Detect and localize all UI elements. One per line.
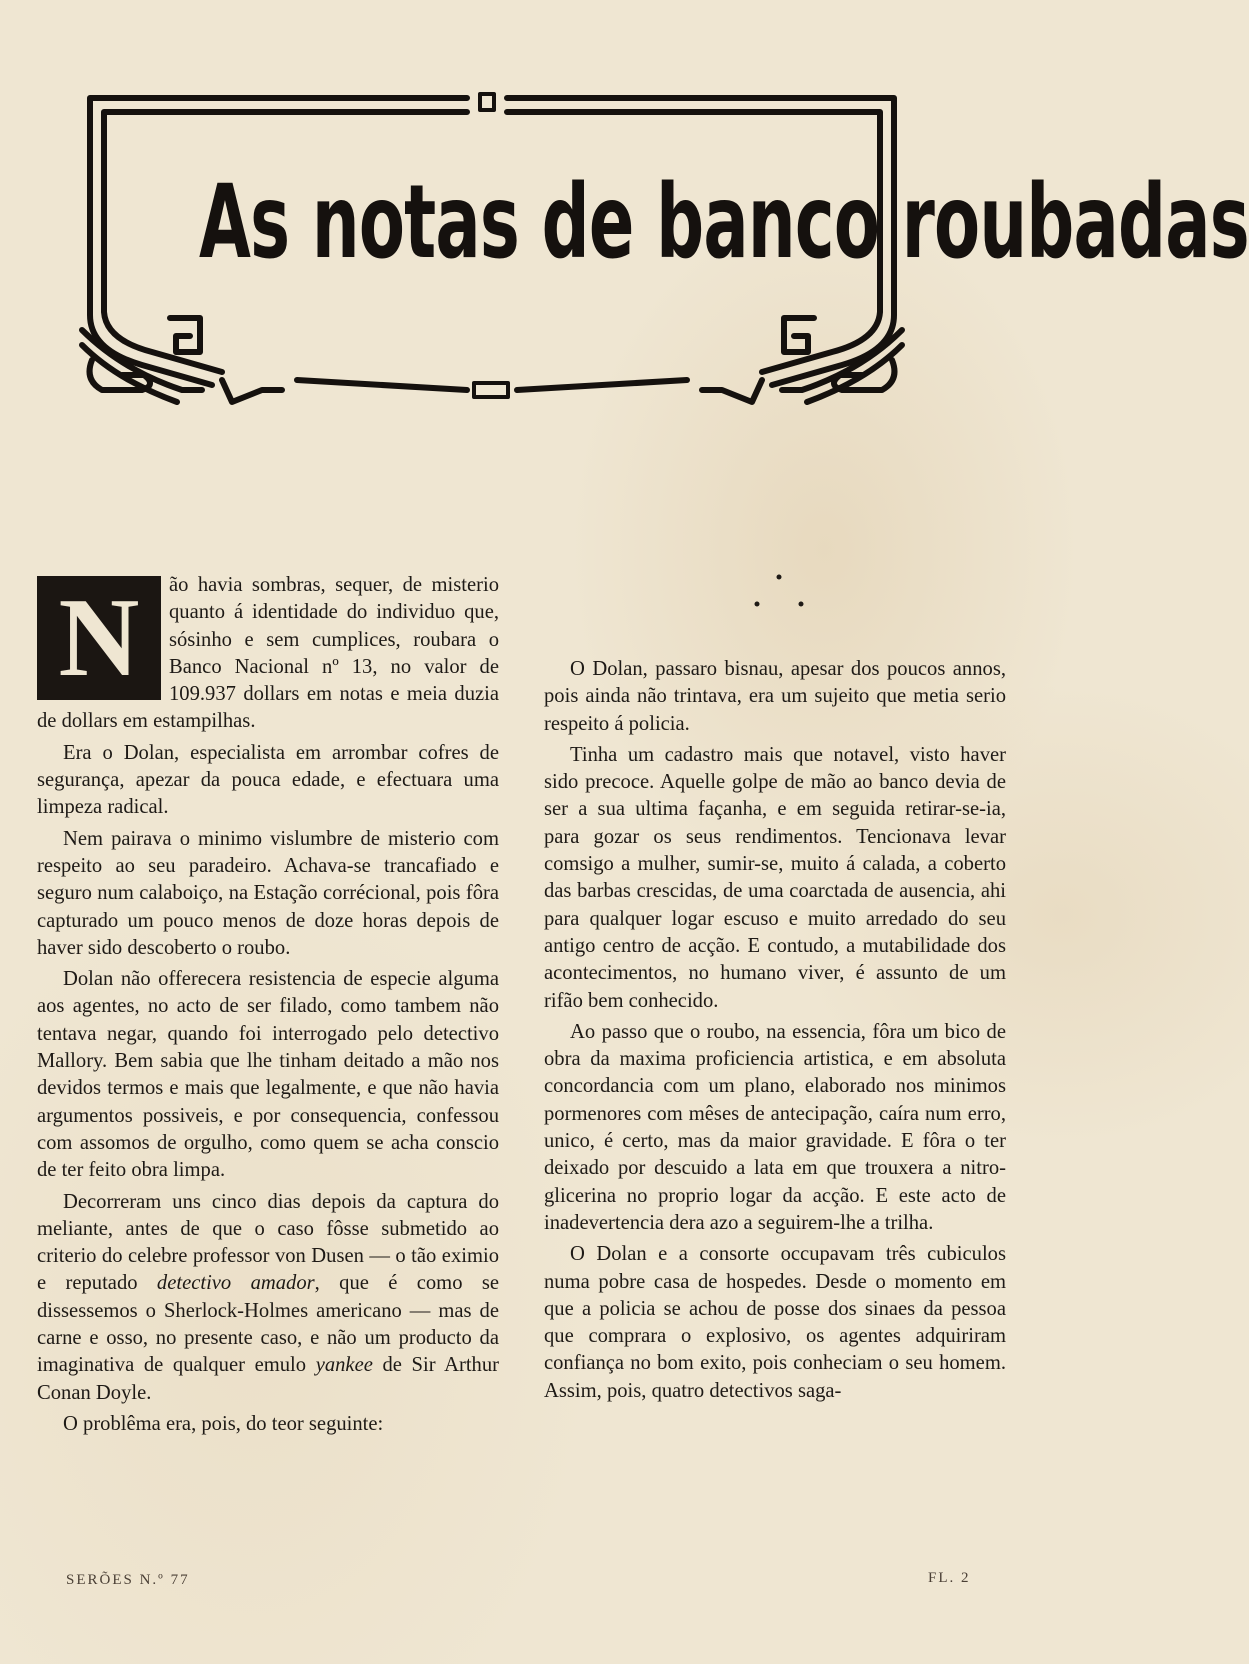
dropcap-letter: N (58, 576, 140, 700)
left-column (37, 572, 499, 1442)
paragraph: O problêma era, pois, do teor seguinte: (63, 1412, 384, 1435)
right-column (544, 656, 1006, 1409)
ornamental-dropcap (37, 576, 161, 700)
text-span: Decorreram uns cinco dias depois da captura do meliante, antes de que o caso fôsse submetido ao criterio do celebre professor von Dusen — o tão eximio e reputado (37, 1190, 499, 1295)
footer-issue: SERÕES N.º 77 (66, 1572, 190, 1588)
italic-text: yankee (315, 1354, 373, 1377)
paragraph: Tinha um cadastro mais que notavel, visto haver sido precoce. Aquelle golpe de mão ao banco devia de ser a sua ultima façanha, e em seguida retirar-se-ia, para gozar os seus rendimentos. Tencionava levar comsigo a mulher, sumir-se, muito á calada, a coberto das barbas crescidas, de uma coarctada de ausencia, ahi para qualquer logar escuso e muito arredado do seu antigo centro de acção. E contudo, a mutabilidade dos acontecimentos, no humano viver, é assunto de um rifão bem conhecido. (544, 743, 1006, 1012)
italic-text: detectivo amador (156, 1272, 315, 1295)
article-title: As notas de banco roubadas (199, 163, 1249, 282)
paragraph-text: ão havia sombras, sequer, de misterio quanto á identidade do individuo que, sósinho e sem cumplices, roubara o Banco Nacional nº 13, no valor de 109.937 dollars em notas e meia duzia de dollars em estampilhas. (37, 574, 499, 733)
paragraph: Era o Dolan, especialista em arrombar cofres de segurança, apezar da pouca edade, e efectuara uma limpeza radical. (37, 741, 499, 819)
paragraph (37, 1189, 499, 1407)
footer-page-number: FL. 2 (928, 1570, 971, 1586)
paragraph: Ao passo que o roubo, na essencia, fôra um bico de obra da maxima proficiencia artistica, e em absoluta concordancia com um plano, elaborado nos minimos pormenores com mêses de antecipação, caíra num erro, unico, é certo, mas da maior gravidade. E fôra o ter deixado por descuido a lata em que trouxera a nitro-glicerina no proprio logar da acção. E este acto de inadevertencia dera azo a seguirem-lhe a trilha. (544, 1020, 1006, 1234)
text-span: de Sir Arthur Conan Doyle. (37, 1354, 499, 1404)
paragraph: O Dolan e a consorte occupavam três cubiculos numa pobre casa de hospedes. Desde o momento em que a policia se achou de posse dos sinaes da pessoa que comprara o explosivo, os agentes adquiriram confiança no bom exito, pois conheciam o seu homem. Assim, pois, quatro detectivos saga- (544, 1243, 1006, 1402)
paragraph (37, 572, 499, 736)
paragraph: Dolan não offerecera resistencia de especie alguma aos agentes, no acto de ser filado, como tambem não tentava negar, quando foi interrogado pelo detectivo Mallory. Bem sabia que lhe tinham deitado a mão nos devidos termos e mais que legalmente, e que não havia argumentos possiveis, e por consequencia, confessou com assomos de orgulho, como quem se acha conscio de ter feito obra limpa. (37, 968, 499, 1182)
paragraph: O Dolan, passaro bisnau, apesar dos poucos annos, pois ainda não trintava, era um sujeito que metia serio respeito á policia. (544, 658, 1006, 735)
asterism-ornament (744, 572, 814, 612)
text-span: , que é como se dissessemos o Sherlock-Holmes americano — mas de carne e osso, no presente caso, e não um producto da imaginativa de qualquer emulo (37, 1272, 499, 1377)
paragraph: Nem pairava o minimo vislumbre de misterio com respeito ao seu paradeiro. Achava-se trancafiado e seguro num calaboiço, na Estação corrécional, pois fôra capturado um pouco menos de doze horas depois de haver sido descoberto o roubo. (37, 827, 499, 959)
